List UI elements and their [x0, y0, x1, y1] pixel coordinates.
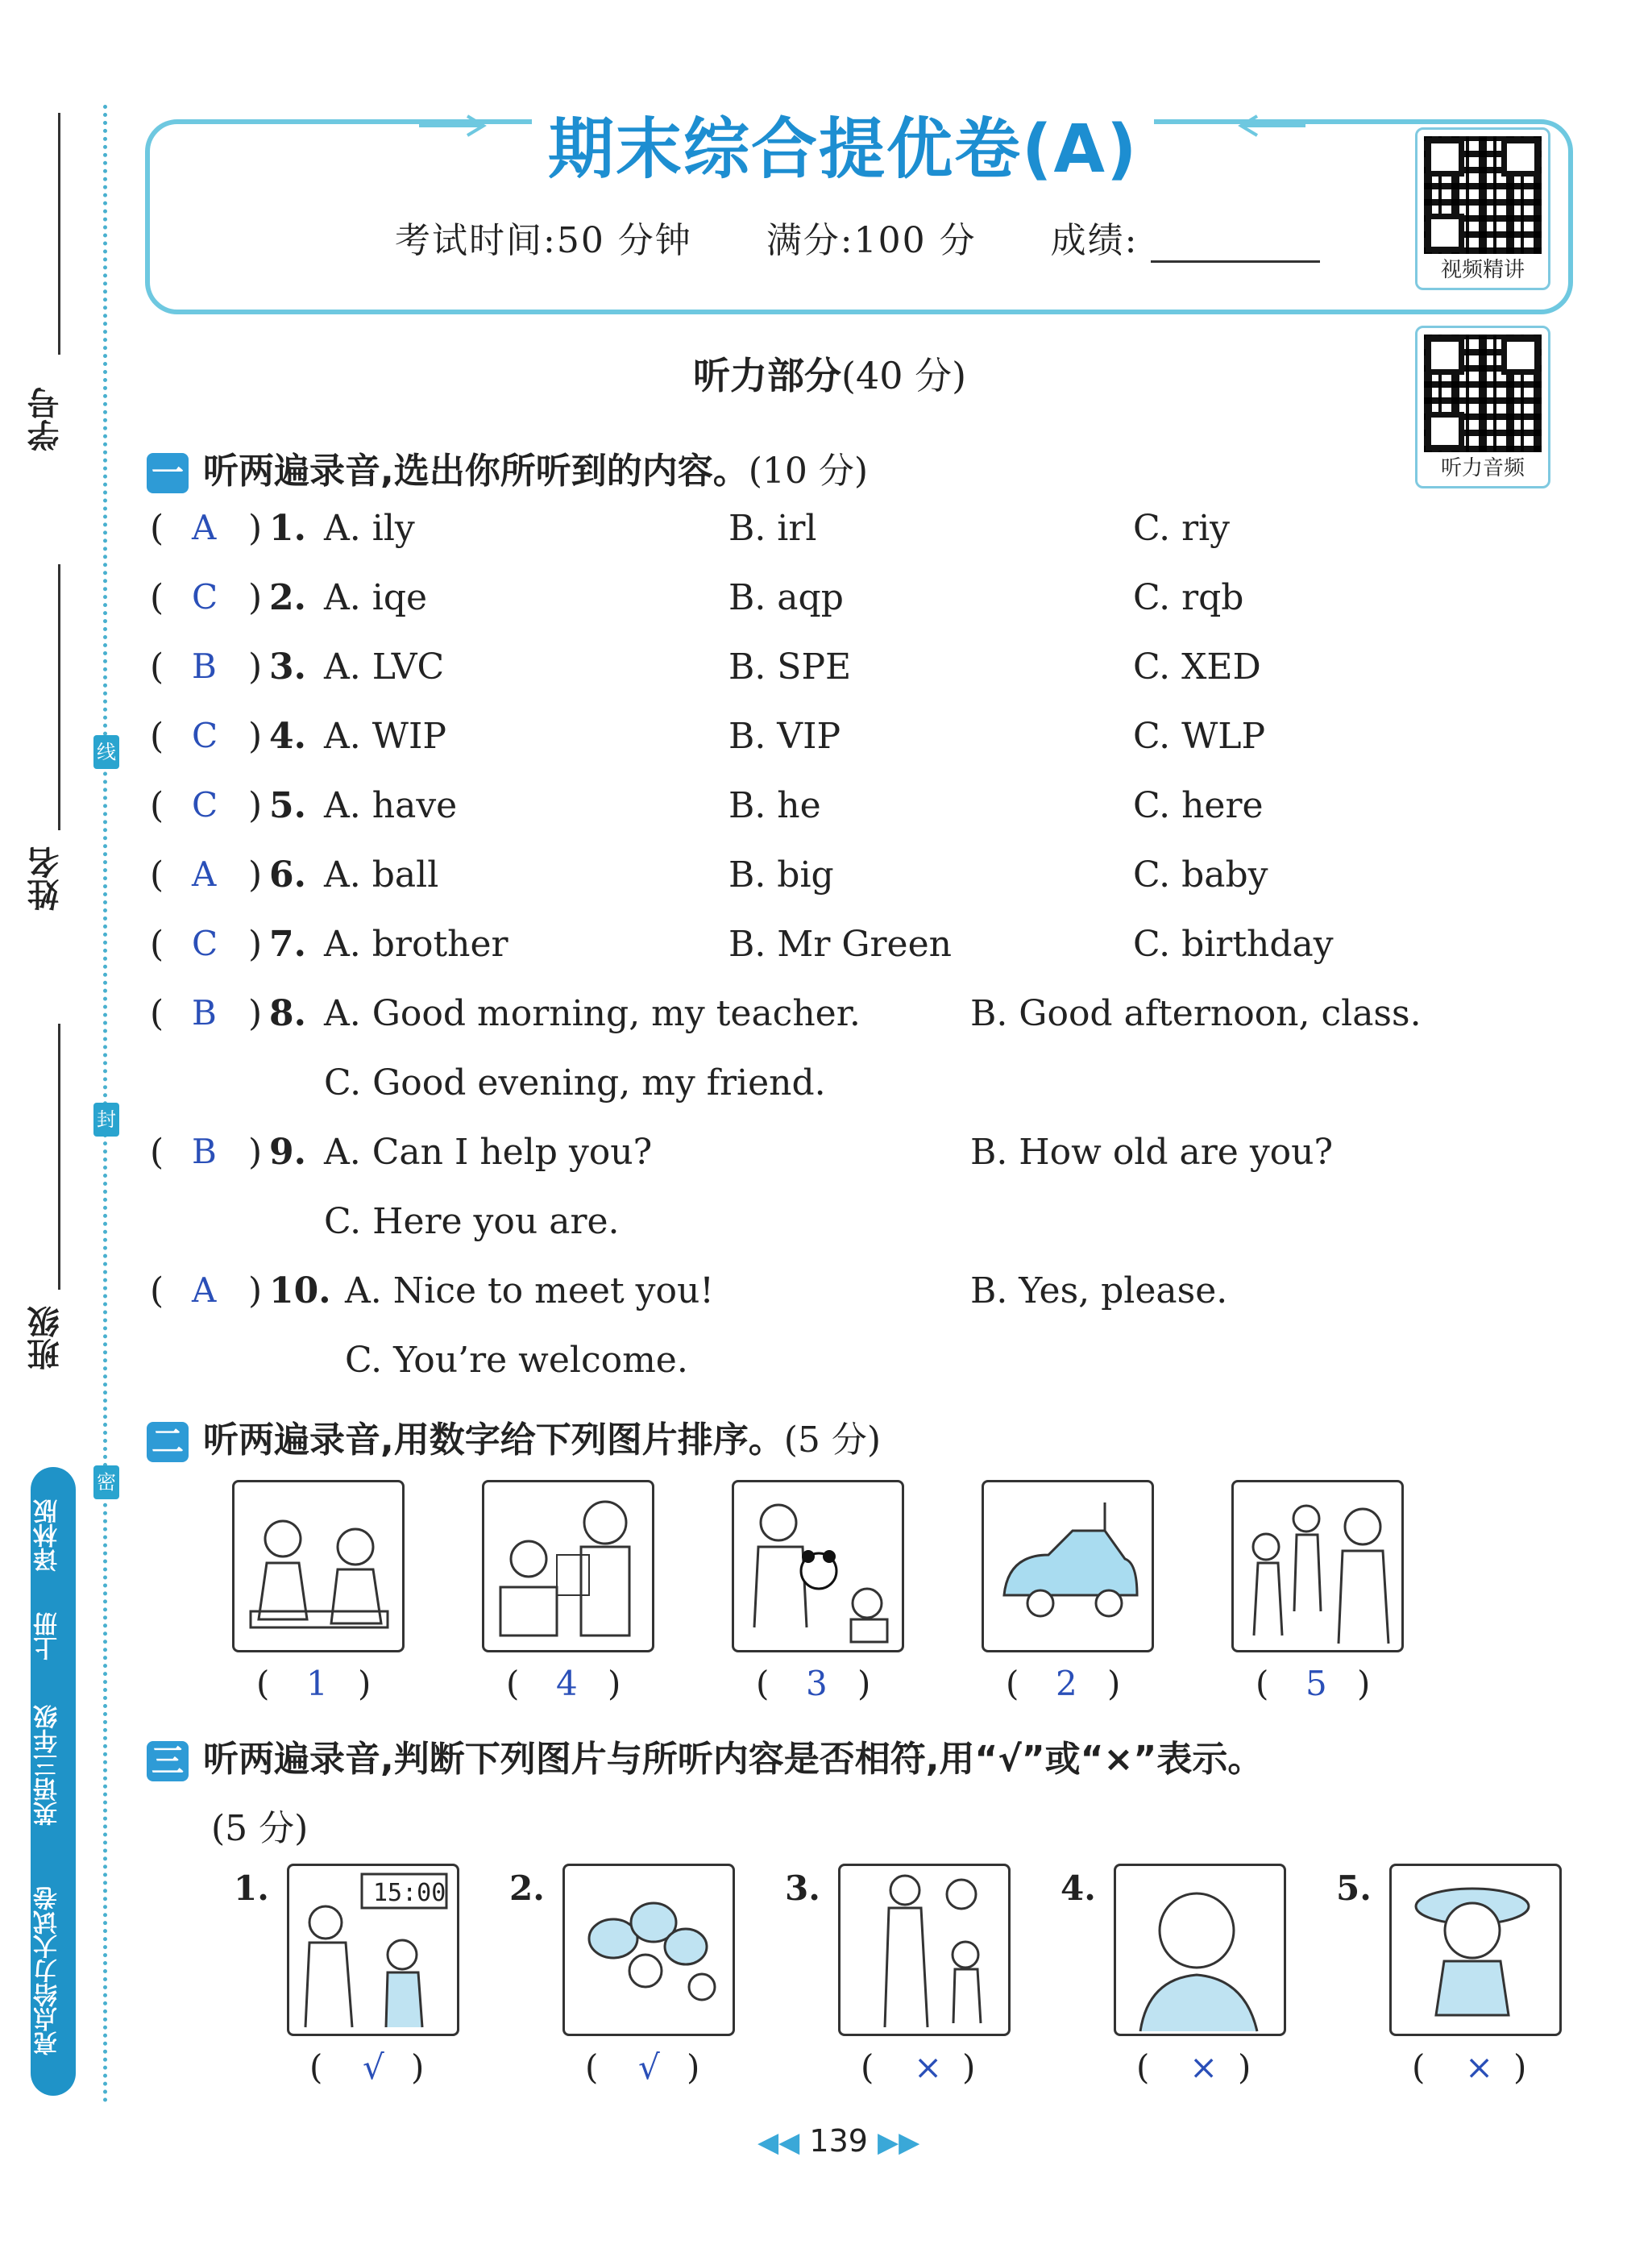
- part1-instruction: 听两遍录音,选出你所听到的内容。: [203, 451, 749, 492]
- answer-bracket: ): [248, 646, 263, 688]
- answer-bracket: (: [150, 1270, 164, 1311]
- option-c: C. XED: [1133, 646, 1261, 688]
- picture-doll: [1389, 1864, 1562, 2036]
- series-name: 亮点给力大试卷: [34, 1886, 62, 2055]
- answer-choice: B: [192, 1132, 217, 1171]
- picture-photo-family: [1231, 1480, 1404, 1652]
- option-a: A. Nice to meet you!: [345, 1270, 714, 1311]
- answer-bracket: ): [608, 1664, 621, 1703]
- option-a: A. LVC: [324, 646, 445, 688]
- answer-choice: A: [192, 508, 217, 547]
- item-number: 8.: [269, 993, 306, 1034]
- answer-bracket: ): [248, 993, 263, 1034]
- answer-bracket: ): [411, 2047, 425, 2087]
- section-title-text: 听力部分: [693, 354, 841, 397]
- option-b: B. Mr Green: [728, 924, 952, 965]
- answer-bracket: (: [150, 924, 164, 965]
- option-c: C. riy: [1133, 508, 1231, 549]
- judge-answer: ×: [1189, 2047, 1218, 2087]
- answer-choice: B: [192, 646, 217, 686]
- option-b: B. How old are you?: [970, 1132, 1334, 1173]
- option-a: A. ily: [324, 508, 415, 549]
- class-label: 班级: [27, 1306, 64, 1370]
- picture-balloons: [562, 1864, 735, 2036]
- qr-audio[interactable]: [1415, 326, 1550, 488]
- judge-answer: √: [638, 2047, 660, 2087]
- item-number: 10.: [269, 1270, 331, 1311]
- picture-toy-car: [982, 1480, 1154, 1652]
- option-c: C. rqb: [1133, 577, 1244, 618]
- item-number: 1.: [234, 1868, 269, 1908]
- page-number: 139: [809, 2123, 868, 2159]
- item-number: 2.: [269, 577, 306, 618]
- answer-bracket: ): [248, 577, 263, 618]
- option-a: A. Good morning, my teacher.: [324, 993, 861, 1034]
- option-a: A. brother: [324, 924, 508, 965]
- option-b: B. irl: [728, 508, 817, 549]
- qr-audio-caption: 听力音频: [1440, 456, 1525, 480]
- answer-bracket: (: [150, 854, 164, 896]
- picture-classroom: [232, 1480, 405, 1652]
- class-line: [58, 1024, 60, 1290]
- picture-grandpa: [1114, 1864, 1286, 2036]
- answer-bracket: ): [1513, 2047, 1527, 2087]
- name-line: [58, 564, 60, 830]
- answer-bracket: (: [1256, 1664, 1269, 1703]
- volume-label: 上册: [34, 1612, 62, 1660]
- order-answer: 2: [1056, 1664, 1077, 1703]
- order-answer: 1: [306, 1664, 328, 1703]
- answer-bracket: (: [150, 508, 164, 549]
- answer-bracket: (: [756, 1664, 770, 1703]
- exam-time: 考试时间:50 分钟: [395, 220, 692, 261]
- answer-bracket: ): [1357, 1664, 1371, 1703]
- part3-instruction: 听两遍录音,判断下列图片与所听内容是否相符,用“√”或“×”表示。: [203, 1739, 1264, 1780]
- item-number: 2.: [509, 1868, 545, 1908]
- judge-answer: ×: [1465, 2047, 1494, 2087]
- score-label: 成绩:: [1050, 220, 1139, 261]
- option-b: B. Good afternoon, class.: [970, 993, 1422, 1034]
- answer-choice: A: [192, 854, 217, 894]
- option-c: C. here: [1133, 785, 1264, 826]
- option-a: A. Can I help you?: [324, 1132, 653, 1173]
- answer-bracket: ): [248, 785, 263, 826]
- answer-bracket: ): [358, 1664, 371, 1703]
- answer-bracket: (: [506, 1664, 520, 1703]
- page-title: 期末综合提优卷(A): [532, 97, 1154, 191]
- picture-clock-school: [287, 1864, 459, 2036]
- answer-bracket: (: [256, 1664, 270, 1703]
- answer-bracket: ): [1107, 1664, 1121, 1703]
- answer-bracket: (: [309, 2047, 323, 2087]
- part2-instruction: 听两遍录音,用数字给下列图片排序。: [203, 1419, 784, 1461]
- answer-bracket: ): [248, 508, 263, 549]
- option-c: C. Here you are.: [324, 1201, 620, 1242]
- answer-bracket: (: [150, 577, 164, 618]
- picture-panda-toy: [732, 1480, 904, 1652]
- option-c: C. Good evening, my friend.: [324, 1062, 826, 1103]
- option-a: A. ball: [324, 854, 439, 896]
- option-b: B. VIP: [728, 716, 841, 757]
- part1-points: (10 分): [748, 451, 869, 492]
- answer-bracket: (: [1412, 2047, 1426, 2087]
- answer-bracket: ): [857, 1664, 871, 1703]
- part2-heading: [147, 1411, 881, 1462]
- answer-bracket: ): [248, 854, 263, 896]
- answer-bracket: ): [248, 716, 263, 757]
- item-number: 4.: [269, 716, 306, 757]
- answer-bracket: ): [248, 1132, 263, 1173]
- item-number: 9.: [269, 1132, 306, 1173]
- part3-points: (5 分): [211, 1808, 309, 1849]
- option-b: B. aqp: [728, 577, 844, 618]
- order-answer: 5: [1305, 1664, 1327, 1703]
- cut-mark-secret: 密: [93, 1465, 119, 1499]
- score-blank: [1151, 228, 1320, 263]
- next-arrows-icon: ▶▶: [878, 2126, 920, 2159]
- answer-bracket: (: [150, 646, 164, 688]
- option-b: B. big: [728, 854, 834, 896]
- option-a: A. WIP: [324, 716, 446, 757]
- part1-heading: [147, 442, 868, 493]
- section-points: (40 分): [841, 354, 967, 397]
- option-b: B. SPE: [728, 646, 852, 688]
- part2-points: (5 分): [783, 1419, 882, 1461]
- item-number: 7.: [269, 924, 306, 965]
- full-marks: 满分:100 分: [766, 220, 977, 261]
- qr-video-caption: 视频精讲: [1440, 258, 1525, 282]
- answer-bracket: (: [150, 993, 164, 1034]
- answer-choice: A: [192, 1270, 217, 1310]
- name-label: 姓名: [27, 846, 64, 911]
- part2-number: 二: [147, 1422, 189, 1462]
- grade-label: 英语三年级: [34, 1705, 62, 1826]
- student-id-line: [58, 113, 60, 355]
- option-c: C. You’re welcome.: [345, 1340, 688, 1381]
- option-a: A. have: [324, 785, 458, 826]
- page-footer: [758, 2123, 919, 2159]
- qr-video[interactable]: [1415, 127, 1550, 290]
- prev-arrows-icon: ◀◀: [758, 2126, 800, 2159]
- section-title: [693, 347, 966, 400]
- part3-heading: [147, 1730, 1263, 1781]
- option-b: B. Yes, please.: [970, 1270, 1228, 1311]
- item-number: 3.: [785, 1868, 820, 1908]
- answer-bracket: (: [150, 785, 164, 826]
- judge-answer: ×: [914, 2047, 943, 2087]
- item-number: 5.: [269, 785, 306, 826]
- edition-label: 译林版: [34, 1499, 62, 1572]
- part3-number: 三: [147, 1741, 189, 1781]
- exam-info: [395, 211, 1320, 263]
- item-number: 3.: [269, 646, 306, 688]
- answer-bracket: (: [585, 2047, 599, 2087]
- cut-mark-seal: 封: [93, 1103, 119, 1137]
- option-a: A. iqe: [324, 577, 428, 618]
- answer-bracket: (: [1006, 1664, 1019, 1703]
- answer-choice: C: [192, 924, 218, 963]
- item-number: 4.: [1061, 1868, 1096, 1908]
- part1-number: 一: [147, 453, 189, 493]
- option-c: C. WLP: [1133, 716, 1266, 757]
- answer-bracket: (: [150, 716, 164, 757]
- cut-mark-line: 线: [93, 735, 119, 769]
- option-c: C. baby: [1133, 854, 1268, 896]
- answer-bracket: (: [861, 2047, 874, 2087]
- order-answer: 4: [556, 1664, 578, 1703]
- answer-bracket: ): [248, 924, 263, 965]
- answer-bracket: ): [248, 1270, 263, 1311]
- answer-choice: C: [192, 577, 218, 617]
- student-id-label: 学号: [27, 387, 64, 451]
- book-series-tab: [31, 1467, 76, 2096]
- answer-bracket: (: [1136, 2047, 1150, 2087]
- item-number: 5.: [1336, 1868, 1372, 1908]
- answer-bracket: ): [1238, 2047, 1251, 2087]
- item-number: 6.: [269, 854, 306, 896]
- answer-choice: B: [192, 993, 217, 1033]
- judge-answer: √: [363, 2047, 384, 2087]
- answer-bracket: ): [687, 2047, 700, 2087]
- answer-bracket: ): [962, 2047, 976, 2087]
- answer-bracket: (: [150, 1132, 164, 1173]
- answer-choice: C: [192, 785, 218, 825]
- picture-drawing-kids: [482, 1480, 654, 1652]
- option-c: C. birthday: [1133, 924, 1334, 965]
- order-answer: 3: [806, 1664, 828, 1703]
- item-number: 1.: [269, 508, 306, 549]
- answer-choice: C: [192, 716, 218, 755]
- picture-man-child: [838, 1864, 1011, 2036]
- option-b: B. he: [728, 785, 821, 826]
- clock-time: 15:00: [373, 1879, 446, 1907]
